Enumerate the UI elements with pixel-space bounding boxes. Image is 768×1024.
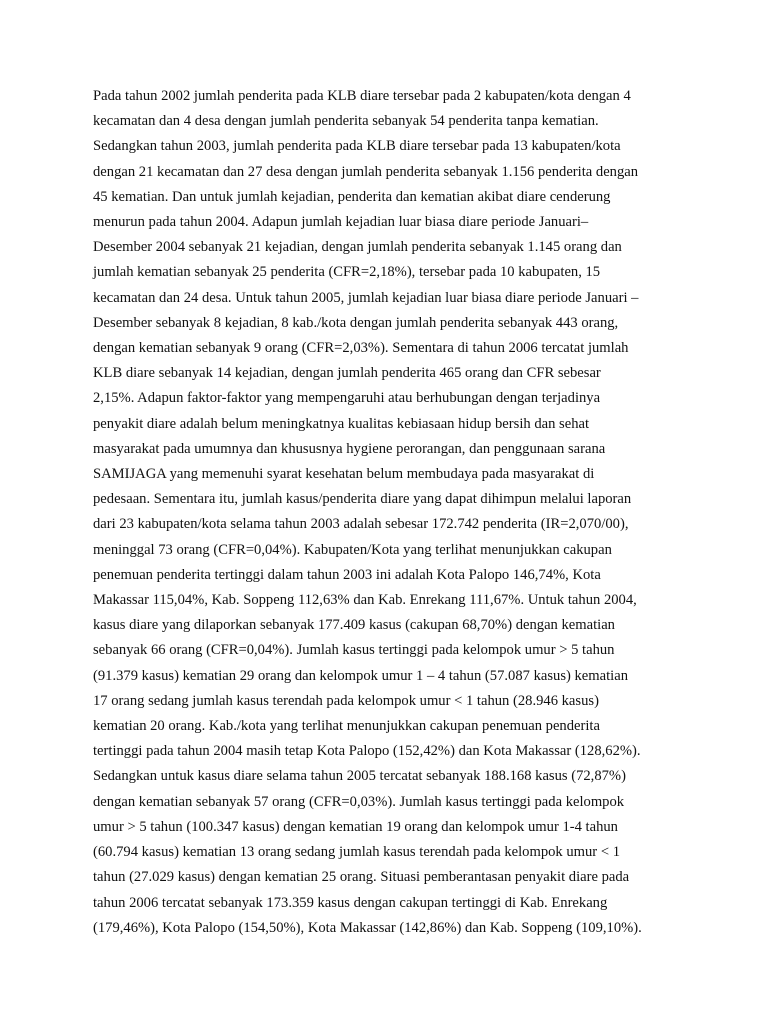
paragraph-line: jumlah kematian sebanyak 25 penderita (CFR=2,18%), tersebar pada 10 kabupaten, 15 (93, 264, 601, 281)
paragraph-line: sebanyak 66 orang (CFR=0,04%). Jumlah kasus tertinggi pada kelompok umur > 5 tahun (93, 642, 615, 659)
paragraph-line: pedesaan. Sementara itu, jumlah kasus/penderita diare yang dapat dihimpun melalui laporan (93, 491, 632, 508)
paragraph-line: KLB diare sebanyak 14 kejadian, dengan jumlah penderita 465 orang dan CFR sebesar (93, 365, 601, 382)
paragraph-line: SAMIJAGA yang memenuhi syarat kesehatan belum membudaya pada masyarakat di (93, 466, 595, 483)
paragraph-line: Makassar 115,04%, Kab. Soppeng 112,63% dan Kab. Enrekang 111,67%. Untuk tahun 2004, (93, 592, 637, 609)
paragraph-line: masyarakat pada umumnya dan khususnya hygiene perorangan, dan penggunaan sarana (93, 440, 606, 457)
paragraph-line: (60.794 kasus) kematian 13 orang sedang jumlah kasus terendah pada kelompok umur < 1 (93, 844, 620, 861)
paragraph-line: dengan 21 kecamatan dan 27 desa dengan jumlah penderita sebanyak 1.156 penderita dengan (93, 163, 639, 180)
paragraph-line: tahun (27.029 kasus) dengan kematian 25 orang. Situasi pemberantasan penyakit diare pada (93, 869, 630, 886)
paragraph-line: Desember sebanyak 8 kejadian, 8 kab./kota dengan jumlah penderita sebanyak 443 orang, (93, 314, 619, 331)
paragraph-line: meninggal 73 orang (CFR=0,04%). Kabupaten/Kota yang terlihat menunjukkan cakupan (93, 541, 612, 558)
paragraph-line: Desember 2004 sebanyak 21 kejadian, dengan jumlah penderita sebanyak 1.145 orang dan (93, 239, 622, 256)
paragraph-line: dari 23 kabupaten/kota selama tahun 2003 adalah sebesar 172.742 penderita (IR=2,070/00), (93, 516, 629, 533)
paragraph-line: (179,46%), Kota Palopo (154,50%), Kota Makassar (142,86%) dan Kab. Soppeng (109,10%). (93, 919, 642, 936)
paragraph-line: 45 kematian. Dan untuk jumlah kejadian, penderita dan kematian akibat diare cenderung (93, 188, 611, 205)
paragraph-line: menurun pada tahun 2004. Adapun jumlah kejadian luar biasa diare periode Januari– (93, 214, 589, 231)
paragraph-line: Pada tahun 2002 jumlah penderita pada KLB diare tersebar pada 2 kabupaten/kota dengan 4 (93, 88, 631, 104)
paragraph-line: tahun 2006 tercatat sebanyak 173.359 kasus dengan cakupan tertinggi di Kab. Enrekang (93, 894, 608, 911)
paragraph-line: penemuan penderita tertinggi dalam tahun 2003 ini adalah Kota Palopo 146,74%, Kota (93, 566, 601, 583)
paragraph-line: (91.379 kasus) kematian 29 orang dan kelompok umur 1 – 4 tahun (57.087 kasus) kematian (93, 667, 628, 684)
paragraph-line: tertinggi pada tahun 2004 masih tetap Kota Palopo (152,42%) dan Kota Makassar (128,62%). (93, 743, 641, 760)
paragraph-line: umur > 5 tahun (100.347 kasus) dengan kematian 19 orang dan kelompok umur 1-4 tahun (93, 818, 618, 835)
paragraph-line: 17 orang sedang jumlah kasus terendah pada kelompok umur < 1 tahun (28.946 kasus) (93, 692, 599, 709)
paragraph-line: dengan kematian sebanyak 9 orang (CFR=2,03%). Sementara di tahun 2006 tercatat jumlah (93, 340, 629, 357)
paragraph-line: dengan kematian sebanyak 57 orang (CFR=0,03%). Jumlah kasus tertinggi pada kelompok (93, 793, 625, 810)
paragraph-line: Sedangkan tahun 2003, jumlah penderita pada KLB diare tersebar pada 13 kabupaten/kota (93, 138, 621, 155)
paragraph-line: penyakit diare adalah belum meningkatnya kualitas kebiasaan hidup bersih dan sehat (93, 415, 590, 432)
paragraph-line: kematian 20 orang. Kab./kota yang terlihat menunjukkan cakupan penemuan penderita (93, 718, 600, 735)
paragraph-line: Sedangkan untuk kasus diare selama tahun 2005 tercatat sebanyak 188.168 kasus (72,87%) (93, 768, 626, 785)
paragraph-line: kecamatan dan 4 desa dengan jumlah penderita sebanyak 54 penderita tanpa kematian. (93, 113, 599, 130)
paragraph-line: kecamatan dan 24 desa. Untuk tahun 2005, jumlah kejadian luar biasa diare periode Januari – (93, 289, 639, 306)
paragraph-line: 2,15%. Adapun faktor-faktor yang mempengaruhi atau berhubungan dengan terjadinya (93, 390, 601, 407)
paragraph-line: kasus diare yang dilaporkan sebanyak 177.409 kasus (cakupan 68,70%) dengan kematian (93, 617, 615, 634)
body-paragraph (93, 84, 683, 941)
